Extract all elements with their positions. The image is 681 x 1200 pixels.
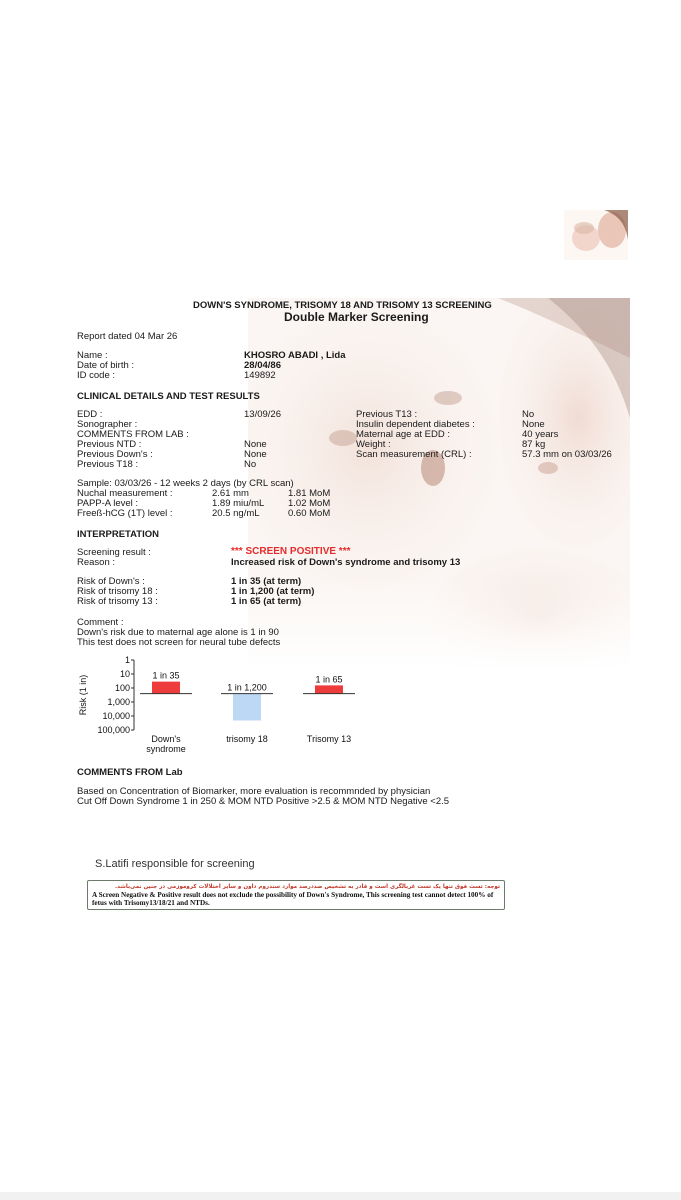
category-label: trisomy 18 — [226, 734, 268, 744]
y-tick-label: 1,000 — [107, 697, 130, 707]
sample-moms — [288, 489, 330, 519]
weight-value: 87 kg — [522, 439, 546, 450]
lab-comments-heading: COMMENTS FROM Lab — [77, 767, 183, 778]
patient-dob: 28/04/86 — [244, 360, 281, 371]
dob-label: Date of birth : — [77, 360, 135, 371]
clinical-right-labels — [356, 410, 475, 460]
pappa-value: 1.89 miu/mL — [212, 498, 265, 509]
bar — [315, 685, 343, 693]
risk-t13-label: Risk of trisomy 13 : — [77, 596, 158, 607]
disclaimer-box — [87, 880, 505, 910]
y-tick-label: 1 — [124, 655, 130, 665]
insulin-diabetes-label: Insulin dependent diabetes : — [356, 419, 475, 430]
maternal-age-value: 40 years — [522, 429, 559, 440]
maternal-age-label: Maternal age at EDD : — [356, 429, 450, 440]
comment-line-2: This test does not screen for neural tube defects — [77, 637, 281, 648]
bar-data-label: 1 in 1,200 — [227, 682, 267, 693]
risk-labels — [77, 577, 158, 607]
sample-line: Sample: 03/03/26 - 12 weeks 2 days (by CRL scan) — [77, 478, 294, 489]
clinical-heading: CLINICAL DETAILS AND TEST RESULTS — [77, 391, 260, 402]
patient-name: KHOSRO ABADI , Lida — [244, 350, 346, 361]
risk-chart — [74, 652, 374, 762]
weight-label: Weight : — [356, 439, 391, 450]
risk-t18-value: 1 in 1,200 (at term) — [231, 586, 315, 597]
risk-chart-svg — [74, 652, 374, 762]
sonographer-label: Sonographer : — [77, 419, 138, 430]
name-label: Name : — [77, 350, 108, 361]
lab-comment-line-2: Cut Off Down Syndrome 1 in 250 & MOM NTD Positive >2.5 & MOM NTD Negative <2.5 — [77, 796, 450, 807]
risk-t13-value: 1 in 65 (at term) — [231, 596, 302, 607]
clinical-left-labels — [77, 410, 189, 470]
comment-label: Comment : — [77, 617, 124, 628]
bar-data-label: 1 in 65 — [315, 674, 343, 685]
reason-value: Increased risk of Down's syndrome and trisomy 13 — [231, 557, 461, 568]
hcg-mom: 0.60 MoM — [288, 508, 331, 519]
category-label: Down's — [151, 734, 181, 744]
report-title: DOWN'S SYNDROME, TRISOMY 18 AND TRISOMY 13 SCREENING — [193, 300, 492, 311]
risk-downs-label: Risk of Down's : — [77, 576, 145, 587]
y-tick-label: 10 — [119, 669, 130, 679]
edd-value: 13/09/26 — [244, 409, 281, 420]
scan-measurement-value: 57.3 mm on 03/03/26 — [522, 449, 612, 460]
nuchal-label: Nuchal measurement : — [77, 488, 173, 499]
sample-values — [212, 489, 264, 519]
previous-t18-value: No — [244, 459, 257, 470]
lab-comments — [77, 787, 449, 807]
y-axis-label: Risk (1 in) — [78, 674, 88, 716]
previous-ntd-value: None — [244, 439, 267, 450]
y-tick-label: 100 — [114, 683, 130, 693]
disclaimer-persian: توجه: تست فوق تنها یک تست غربالگری است و قادر به تشخیص صددرصد موارد سندروم داون و سایر اختلالات کروموزمی در جنین نمی‌باشد. — [114, 884, 500, 890]
bar-data-label: 1 in 35 — [152, 670, 180, 681]
screening-result-value: *** SCREEN POSITIVE *** — [231, 546, 351, 557]
pappa-label: PAPP-A level : — [77, 498, 139, 509]
y-tick-label: 10,000 — [102, 711, 130, 721]
risk-downs-value: 1 in 35 (at term) — [231, 576, 302, 587]
risk-values — [231, 577, 314, 607]
sonographer-value — [244, 420, 281, 430]
reason-label: Reason : — [77, 557, 116, 568]
previous-t13-label: Previous T13 : — [356, 409, 418, 420]
insulin-diabetes-value: None — [522, 419, 545, 430]
previous-downs-value: None — [244, 449, 267, 460]
previous-t18-label: Previous T18 : — [77, 459, 139, 470]
report-subtitle: Double Marker Screening — [284, 310, 429, 324]
comments-from-lab-label: COMMENTS FROM LAB : — [77, 429, 189, 440]
bottom-strip — [0, 1192, 681, 1200]
patient-labels — [77, 351, 134, 381]
risk-t18-label: Risk of trisomy 18 : — [77, 586, 158, 597]
previous-t13-value: No — [522, 409, 535, 420]
patient-id: 149892 — [244, 370, 276, 381]
report-date: Report dated 04 Mar 26 — [77, 331, 178, 342]
lab-comment-line-1: Based on Concentration of Biomarker, more evaluation is recommnded by physician — [77, 786, 431, 797]
edd-label: EDD : — [77, 409, 103, 420]
logo-photo — [564, 210, 628, 260]
comment-block — [77, 618, 280, 648]
scan-measurement-label: Scan measurement (CRL) : — [356, 449, 472, 460]
id-label: ID code : — [77, 370, 116, 381]
interpretation-heading: INTERPRETATION — [77, 529, 159, 540]
bar — [233, 694, 261, 721]
category-label: syndrome — [146, 744, 186, 754]
y-tick-label: 100,000 — [97, 725, 130, 735]
hcg-label: Freeß-hCG (1T) level : — [77, 508, 173, 519]
nuchal-mom: 1.81 MoM — [288, 488, 331, 499]
category-label: Trisomy 13 — [306, 734, 352, 744]
pappa-mom: 1.02 MoM — [288, 498, 331, 509]
comment-line-1: Down's risk due to maternal age alone is 1 in 90 — [77, 627, 279, 638]
previous-downs-label: Previous Down's : — [77, 449, 153, 460]
patient-values — [244, 351, 346, 381]
sample-labels — [77, 489, 173, 519]
nuchal-value: 2.61 mm — [212, 488, 249, 499]
bar — [152, 682, 180, 694]
signature: S.Latifi responsible for screening — [95, 858, 255, 870]
disclaimer-english: A Screen Negative & Positive result does not exclude the possibility of Down's Syndrome, This screening test cannot detect 100% of fetus with Trisomy13/18/21 and NTDs. — [92, 891, 494, 907]
clinical-left-values — [244, 410, 281, 470]
hcg-value: 20.5 ng/mL — [212, 508, 260, 519]
screening-result-label: Screening result : — [77, 547, 151, 558]
clinical-right-values — [522, 410, 612, 460]
previous-ntd-label: Previous NTD : — [77, 439, 142, 450]
